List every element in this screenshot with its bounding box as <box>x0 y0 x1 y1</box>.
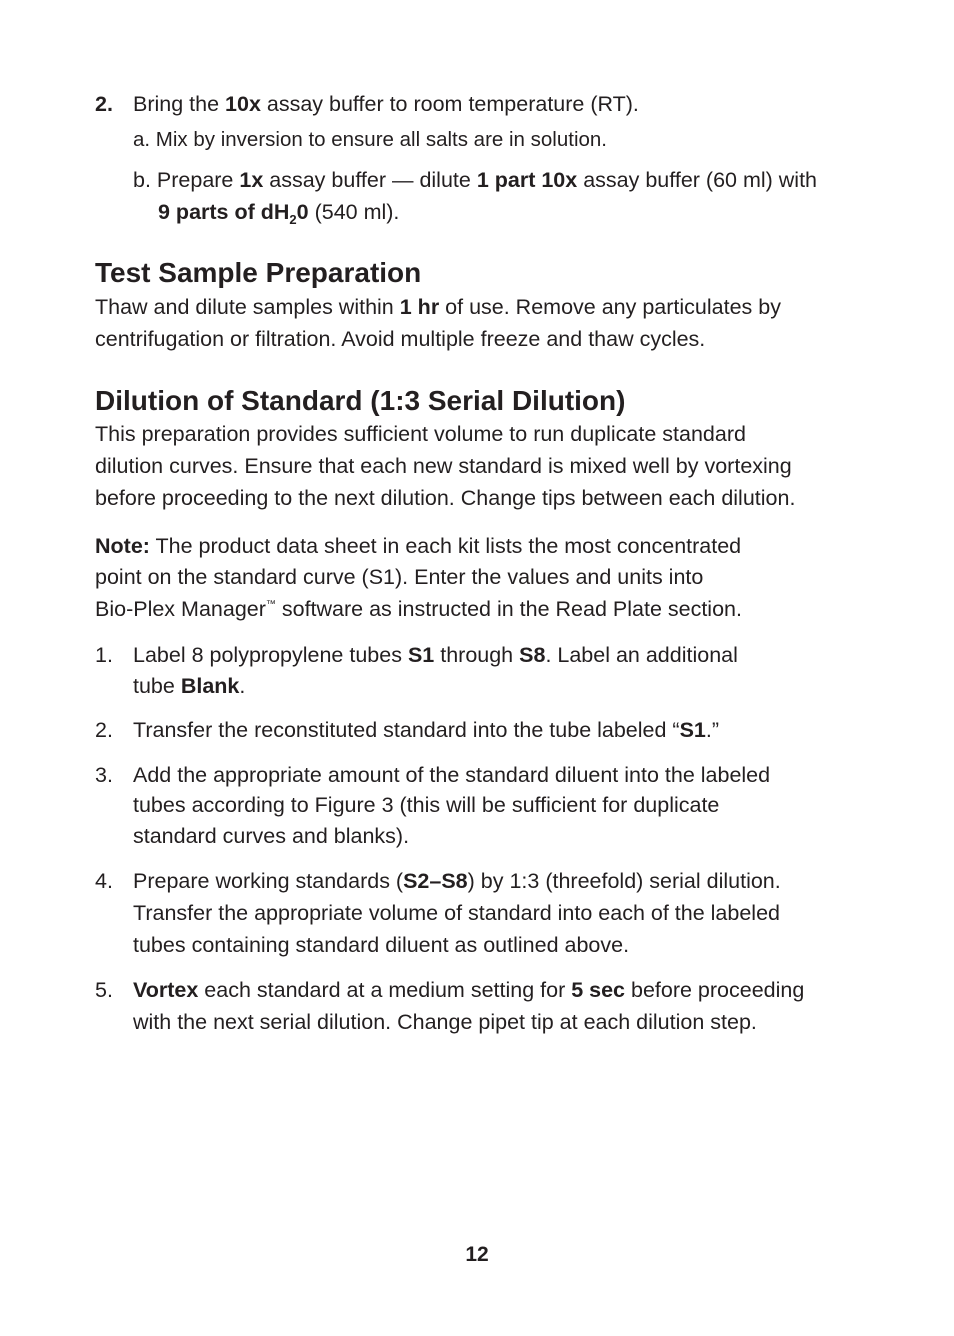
test-sample-heading: Test Sample Preparation <box>95 257 422 288</box>
step-1-line1: Label 8 polypropylene tubes S1 through S8. Label an additional <box>133 643 738 667</box>
step-3-line1: Add the appropriate amount of the standard diluent into the labeled <box>133 763 771 787</box>
note-line3: Bio-Plex Manager™ software as instructed in the Read Plate section. <box>95 597 742 621</box>
step-1-number: 1. <box>95 643 113 667</box>
note-line2: point on the standard curve (S1). Enter the values and units into <box>95 565 704 589</box>
prep-substep-b-line1: b. Prepare 1x assay buffer — dilute 1 part 10x assay buffer (60 ml) with <box>133 168 818 192</box>
step-5-number: 5. <box>95 978 113 1002</box>
step-3-line3: standard curves and blanks). <box>133 824 410 848</box>
prep-substep-b-line2: 9 parts of $dH_20$ (540 ml). <box>158 200 400 227</box>
step-4-number: 4. <box>95 869 113 893</box>
step-4-line3: tubes containing standard diluent as outlined above. <box>133 933 630 957</box>
test-sample-line2: centrifugation or filtration. Avoid multiple freeze and thaw cycles. <box>95 327 706 351</box>
prep-step-number: 2. <box>95 92 113 116</box>
step-5-line1: Vortex each standard at a medium setting for 5 sec before proceeding <box>133 978 805 1002</box>
dilution-intro-line3: before proceeding to the next dilution. Change tips between each dilution. <box>95 486 796 510</box>
note-line1: Note: The product data sheet in each kit lists the most concentrated <box>95 534 742 558</box>
note-label: Note: <box>95 534 150 558</box>
step-5-line2: with the next serial dilution. Change pipet tip at each dilution step. <box>133 1010 757 1034</box>
dilution-heading: Dilution of Standard (1:3 Serial Dilution) <box>95 385 626 416</box>
trademark-symbol: ™ <box>265 599 276 610</box>
dilution-intro-line2: dilution curves. Ensure that each new standard is mixed well by vortexing <box>95 454 792 478</box>
step-3-number: 3. <box>95 763 113 787</box>
test-sample-line1: Thaw and dilute samples within 1 hr of use. Remove any particulates by <box>95 295 781 319</box>
step-4-line2: Transfer the appropriate volume of standard into each of the labeled <box>133 901 780 925</box>
step-2-number: 2. <box>95 718 113 742</box>
step-3-line2: tubes according to Figure 3 (this will be sufficient for duplicate <box>133 793 720 817</box>
step-2-line1: Transfer the reconstituted standard into the tube labeled “S1.” <box>133 718 720 742</box>
prep-substep-a: a. Mix by inversion to ensure all salts are in solution. <box>133 128 608 151</box>
page-number: 12 <box>465 1243 489 1266</box>
step-1-line2: tube Blank. <box>133 674 246 698</box>
prep-step-text: Bring the 10x assay buffer to room temperature (RT). <box>133 92 639 116</box>
dilution-intro-line1: This preparation provides sufficient volume to run duplicate standard <box>95 422 746 446</box>
step-4-line1: Prepare working standards (S2–S8) by 1:3 (threefold) serial dilution. <box>133 869 781 893</box>
